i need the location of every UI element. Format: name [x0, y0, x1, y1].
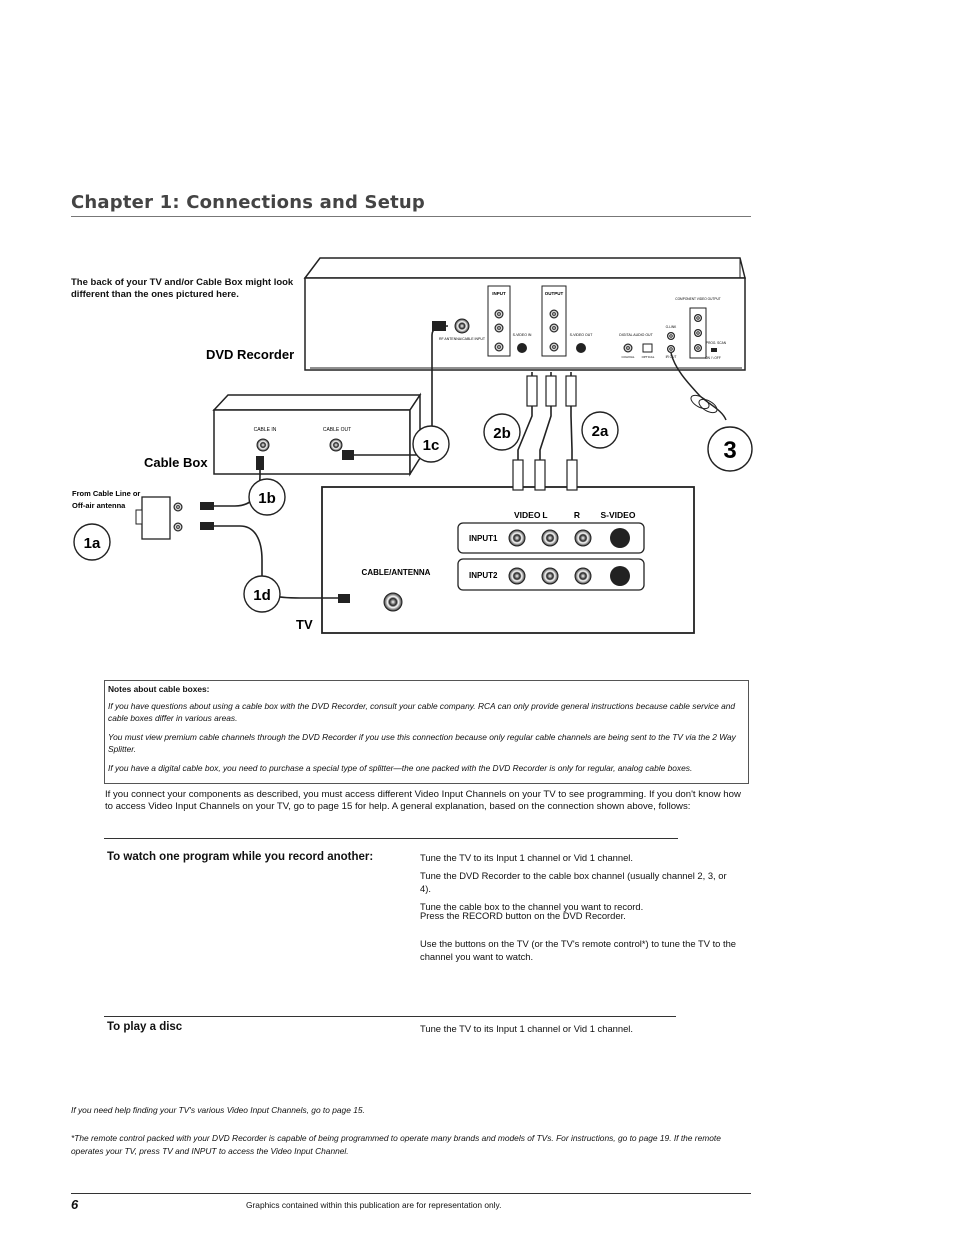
on-off-label: ON / \ OFF: [705, 356, 721, 360]
dvd-recorder-label: DVD Recorder: [206, 347, 295, 362]
col-l-label: L: [542, 510, 548, 520]
input1-label: INPUT1: [469, 534, 498, 543]
notes-paragraph-2: You must view premium cable channels through the DVD Recorder if you use this connection because only regular cable channels are being sent to the TV via the 2 Way Splitter.: [108, 731, 736, 754]
cable-box-label: Cable Box: [144, 455, 208, 470]
splitter-label-2: Off-air antenna: [72, 501, 126, 510]
footnote-1: If you need help finding your TV's various Video Input Channels, go to page 15.: [71, 1105, 365, 1115]
input-label: INPUT: [492, 291, 506, 296]
section2-step1: Tune the TV to its Input 1 channel or Vid 1 channel.: [420, 1023, 633, 1034]
section2-title: To play a disc: [107, 1021, 183, 1033]
callout-3: 3: [723, 437, 737, 464]
glink-label: G-LINK: [665, 325, 677, 329]
callout-1b: 1b: [258, 490, 276, 507]
input2-label: INPUT2: [469, 571, 498, 580]
footnote-2: *The remote control packed with your DVD Recorder is capable of being programmed to operate many brands and models of TVs. For instructions, go to page 19. If the remote operates your TV, press TV and INPUT to access the Video Input Channel.: [71, 1133, 721, 1156]
tv-label: TV: [296, 617, 313, 632]
section1-step3a: Tune the cable box to the channel you want to record.: [420, 901, 644, 912]
notes-paragraph-1: If you have questions about using a cable box with the DVD Recorder, consult your cable company. RCA can only provide general instructions because cable service and cable boxes differ in various areas.: [108, 700, 736, 723]
section1-title: To watch one program while you record another:: [107, 851, 374, 863]
section1-step3b: Press the RECORD button on the DVD Recorder.: [420, 910, 626, 921]
notes-paragraph-3: If you have a digital cable box, you need to purchase a special type of splitter—the one packed with the DVD Recorder is only for regular, analog cable boxes.: [108, 762, 693, 773]
prog-scan-label: PROG. SCAN: [705, 341, 727, 345]
intro-paragraph: If you connect your components as described, you must access different Video Input Channels on your TV to see programming. If you don't know how to access Video Input Channels on your TV, go to page 15 for help. A general explanation, based on the connection shown above, follows:: [105, 789, 741, 812]
splitter: [136, 497, 182, 539]
footer-text: Graphics contained within this publication are for representation only.: [246, 1200, 502, 1210]
cable-box: [214, 395, 420, 474]
ir-out-label: IR OUT: [665, 355, 677, 359]
diagram-note: The back of your TV and/or Cable Box might look different than the ones pictured here.: [71, 277, 294, 300]
output-label: OUTPUT: [544, 291, 564, 296]
footer-rule: [71, 1193, 751, 1194]
callout-1a: 1a: [83, 535, 101, 552]
callout-2b: 2b: [493, 425, 511, 442]
notes-title: Notes about cable boxes:: [108, 684, 210, 694]
section1-rule: [104, 838, 678, 839]
tv: [322, 487, 694, 633]
section1-step2: Tune the DVD Recorder to the cable box channel (usually channel 2, 3, or 4).: [420, 870, 727, 894]
rf-label: RF ANTENNA/CABLE INPUT: [438, 337, 486, 341]
optical-label: OPTICAL: [641, 355, 655, 359]
section1-step1: Tune the TV to its Input 1 channel or Vid 1 channel.: [420, 852, 633, 863]
callout-1d: 1d: [253, 587, 271, 604]
cable-out-label: CABLE OUT: [322, 427, 352, 433]
callout-1c: 1c: [422, 437, 440, 454]
callout-2a: 2a: [591, 423, 609, 440]
notes-box: [104, 680, 749, 784]
page-number: 6: [71, 1197, 79, 1212]
col-r-label: R: [573, 510, 581, 520]
splitter-label-1: From Cable Line or: [72, 489, 141, 498]
svideo-out-label: S-VIDEO OUT: [569, 333, 593, 337]
chapter-title: Chapter 1: Connections and Setup: [71, 192, 426, 213]
coaxial-label: COAXIAL: [621, 355, 635, 359]
cable-antenna-label: CABLE/ANTENNA: [361, 568, 431, 577]
cable-in-label: CABLE IN: [253, 427, 277, 433]
col-svideo-label: S-VIDEO: [600, 510, 636, 520]
section1-step4: Use the buttons on the TV (or the TV's remote control*) to tune the TV to the channel you want to watch.: [420, 938, 737, 962]
digital-audio-label: DIGITAL AUDIO OUT: [619, 333, 653, 337]
av-cables: [518, 372, 572, 465]
section2-rule: [104, 1016, 676, 1017]
dvd-recorder: [305, 258, 745, 370]
component-label: COMPONENT VIDEO OUTPUT: [675, 297, 721, 301]
svideo-in-label: S-VIDEO IN: [512, 333, 532, 337]
col-video-label: VIDEO: [514, 510, 541, 520]
